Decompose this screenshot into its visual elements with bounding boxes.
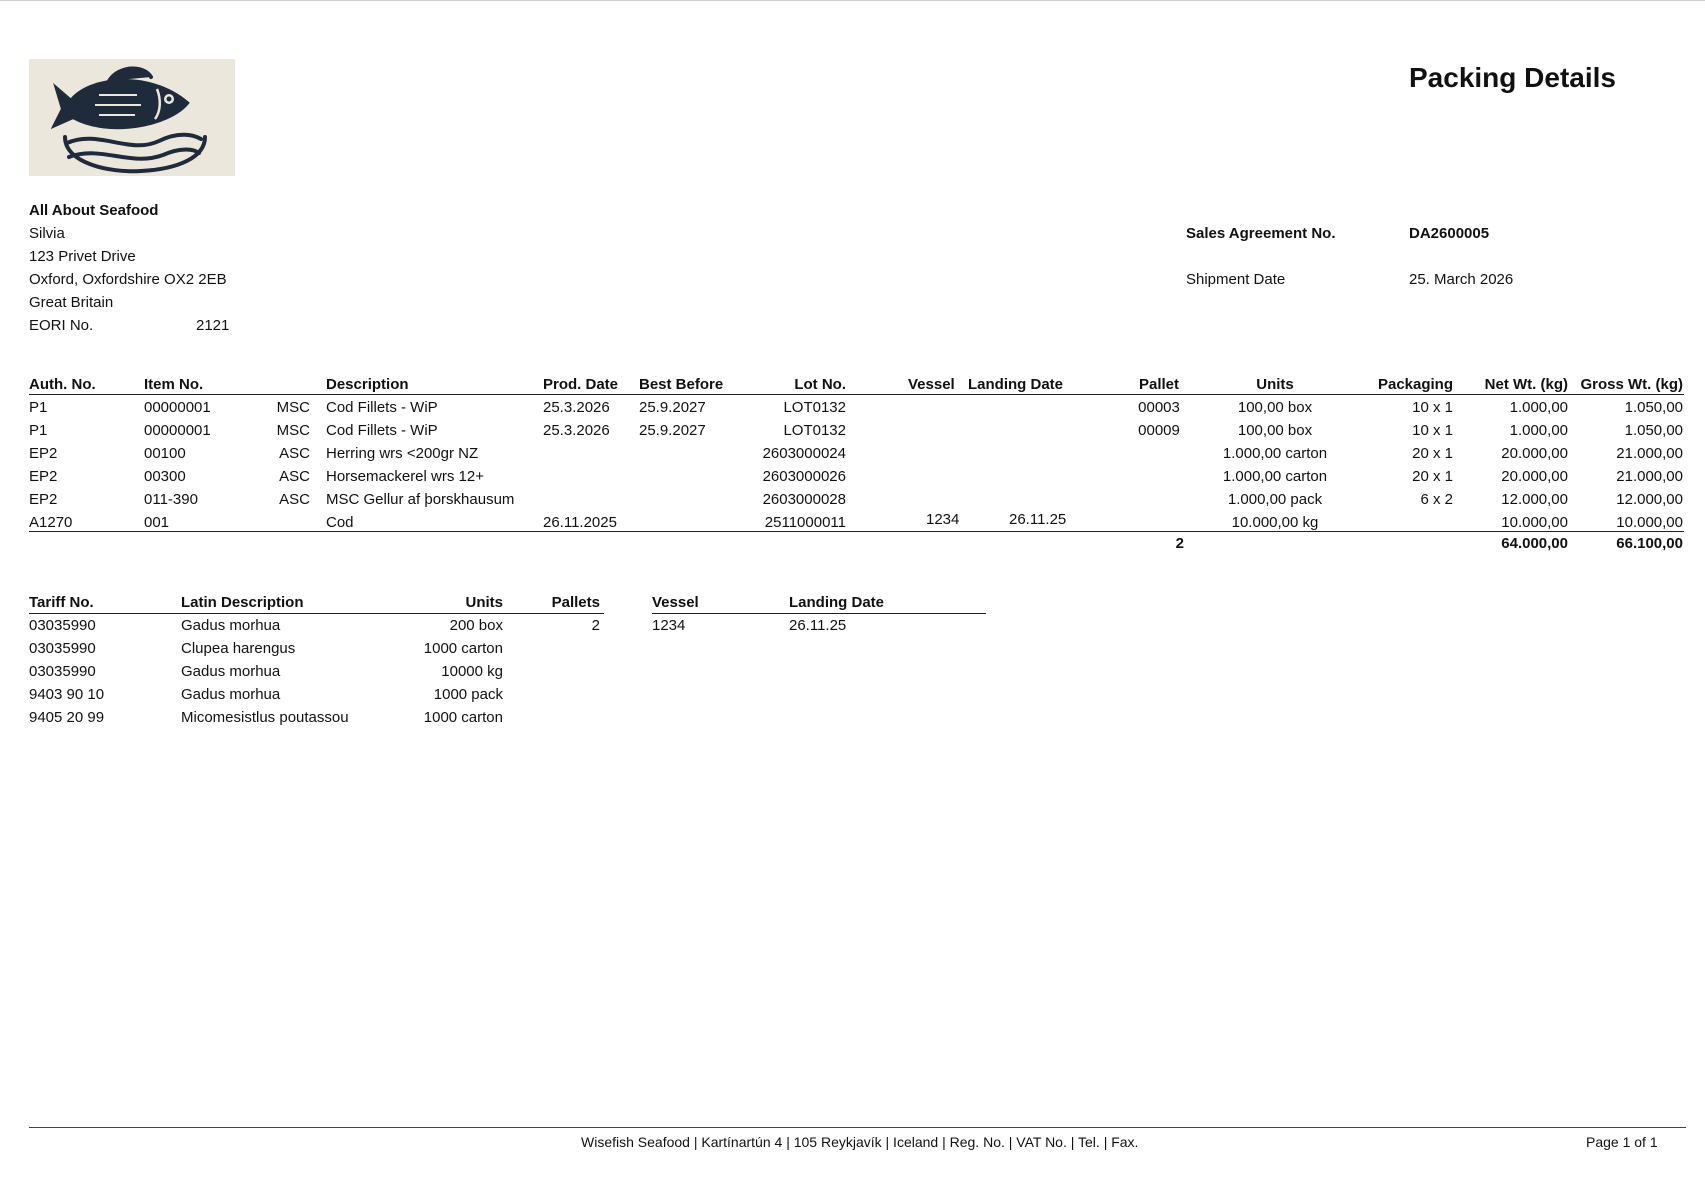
tariff-cell-units: 1000 pack xyxy=(433,686,503,703)
tariff-cell-tariff: 03035990 xyxy=(29,640,96,657)
packing-cell-desc: Cod Fillets - WiP xyxy=(326,422,438,439)
packing-header-units: Units xyxy=(1256,376,1294,393)
tariff-header-divider xyxy=(29,613,604,614)
packing-header-best: Best Before xyxy=(639,376,724,393)
packing-cell-gross: 12.000,00 xyxy=(1616,491,1683,508)
packing-cell-packaging: 20 x 1 xyxy=(1412,468,1453,485)
tariff-cell-tariff: 9405 20 99 xyxy=(29,709,105,726)
packing-cell-lot: LOT0132 xyxy=(783,422,846,439)
tariff-header-divider xyxy=(652,613,986,614)
packing-header-auth: Auth. No. xyxy=(29,376,96,393)
packing-cell-packaging: 6 x 2 xyxy=(1420,491,1453,508)
packing-cell-cert: MSC xyxy=(276,399,310,416)
tariff-cell-units: 1000 carton xyxy=(423,640,503,657)
packing-cell-net: 12.000,00 xyxy=(1501,491,1568,508)
company-contact: Silvia xyxy=(29,225,65,242)
packing-cell-pallet: 00003 xyxy=(1138,399,1180,416)
shipment-label: Shipment Date xyxy=(1186,271,1286,288)
packing-cell-vessel: 1234 xyxy=(926,511,960,528)
packing-cell-desc: Horsemackerel wrs 12+ xyxy=(326,468,484,485)
packing-cell-lot: 2603000026 xyxy=(762,468,846,485)
packing-cell-auth: A1270 xyxy=(29,514,73,531)
company-country: Great Britain xyxy=(29,294,114,311)
packing-cell-packaging: 10 x 1 xyxy=(1412,399,1453,416)
tariff-header-tariff: Tariff No. xyxy=(29,594,94,611)
packing-cell-pallet: 00009 xyxy=(1138,422,1180,439)
packing-cell-item: 00000001 xyxy=(144,422,211,439)
footer-address: Wisefish Seafood | Kartínartún 4 | 105 Reykjavík | Iceland | Reg. No. | VAT No. | Tel. | Fax. xyxy=(581,1134,1139,1150)
tariff-cell-latin: Gadus morhua xyxy=(181,663,281,680)
packing-cell-units: 100,00 box xyxy=(1237,422,1313,439)
packing-header-vessel: Vessel xyxy=(908,376,955,393)
packing-header-gross: Gross Wt. (kg) xyxy=(1580,376,1683,393)
page-title: Packing Details xyxy=(1409,62,1616,93)
eori-label: EORI No. xyxy=(29,317,94,334)
eori-value: 2121 xyxy=(196,317,230,334)
packing-cell-cert: ASC xyxy=(279,445,310,462)
packing-cell-prod: 25.3.2026 xyxy=(543,422,610,439)
packing-header-item: Item No. xyxy=(144,376,204,393)
page-top-border xyxy=(0,0,1705,1)
tariff-cell-tariff: 03035990 xyxy=(29,663,96,680)
packing-cell-lot: 2603000028 xyxy=(762,491,846,508)
packing-cell-desc: MSC Gellur af þorskhausum xyxy=(326,491,515,508)
packing-cell-item: 00300 xyxy=(144,468,186,485)
tariff-header-landing: Landing Date xyxy=(789,594,885,611)
packing-cell-auth: P1 xyxy=(29,399,48,416)
packing-cell-best: 25.9.2027 xyxy=(639,422,706,439)
company-logo xyxy=(29,59,235,176)
packing-cell-lot: LOT0132 xyxy=(783,399,846,416)
tariff-cell-pallets: 2 xyxy=(591,617,600,634)
packing-cell-desc: Herring wrs <200gr NZ xyxy=(326,445,479,462)
tariff-cell-latin: Micomesistlus poutassou xyxy=(181,709,349,726)
packing-cell-item: 00000001 xyxy=(144,399,211,416)
packing-cell-units: 100,00 box xyxy=(1237,399,1313,416)
packing-cell-packaging: 10 x 1 xyxy=(1412,422,1453,439)
packing-cell-packaging: 20 x 1 xyxy=(1412,445,1453,462)
shipment-value: 25. March 2026 xyxy=(1409,271,1514,288)
packing-total-gross: 66.100,00 xyxy=(1616,535,1683,552)
packing-cell-prod: 25.3.2026 xyxy=(543,399,610,416)
footer-divider xyxy=(29,1127,1686,1128)
tariff-header-latin: Latin Description xyxy=(181,594,304,611)
packing-cell-cert: ASC xyxy=(279,468,310,485)
packing-cell-gross: 21.000,00 xyxy=(1616,468,1683,485)
packing-cell-net: 10.000,00 xyxy=(1501,514,1568,531)
packing-header-net: Net Wt. (kg) xyxy=(1484,376,1568,393)
packing-cell-units: 1.000,00 carton xyxy=(1222,445,1328,462)
tariff-cell-units: 200 box xyxy=(449,617,503,634)
tariff-cell-units: 10000 kg xyxy=(441,663,503,680)
packing-header-pallet: Pallet xyxy=(1138,376,1180,393)
packing-cell-desc: Cod xyxy=(326,514,354,531)
packing-cell-units: 10.000,00 kg xyxy=(1231,514,1319,531)
packing-cell-units: 1.000,00 pack xyxy=(1227,491,1323,508)
packing-cell-best: 25.9.2027 xyxy=(639,399,706,416)
packing-cell-lot: 2603000024 xyxy=(762,445,846,462)
agreement-value: DA2600005 xyxy=(1409,225,1490,242)
packing-cell-units: 1.000,00 carton xyxy=(1222,468,1328,485)
packing-cell-auth: P1 xyxy=(29,422,48,439)
agreement-label: Sales Agreement No. xyxy=(1186,225,1336,242)
company-street: 123 Privet Drive xyxy=(29,248,136,265)
packing-header-packaging: Packaging xyxy=(1377,376,1453,393)
tariff-cell-latin: Gadus morhua xyxy=(181,617,281,634)
packing-cell-auth: EP2 xyxy=(29,491,58,508)
tariff-cell-units: 1000 carton xyxy=(423,709,503,726)
packing-total-divider xyxy=(29,531,1684,532)
tariff-cell-tariff: 03035990 xyxy=(29,617,96,634)
tariff-cell-latin: Gadus morhua xyxy=(181,686,281,703)
company-city: Oxford, Oxfordshire OX2 2EB xyxy=(29,271,227,288)
packing-header-landing: Landing Date xyxy=(968,376,1064,393)
packing-cell-net: 1.000,00 xyxy=(1509,399,1568,416)
packing-cell-lot: 2511000011 xyxy=(764,514,846,531)
packing-total-pallets: 2 xyxy=(1175,535,1184,552)
tariff-header-pallets: Pallets xyxy=(551,594,600,611)
packing-header-divider xyxy=(29,394,1684,395)
packing-cell-net: 20.000,00 xyxy=(1501,445,1568,462)
packing-total-net: 64.000,00 xyxy=(1501,535,1568,552)
packing-cell-prod: 26.11.2025 xyxy=(543,514,617,531)
tariff-cell-tariff: 9403 90 10 xyxy=(29,686,105,703)
tariff-cell-latin: Clupea harengus xyxy=(181,640,296,657)
packing-cell-gross: 10.000,00 xyxy=(1616,514,1683,531)
packing-cell-item: 00100 xyxy=(144,445,186,462)
packing-cell-gross: 1.050,00 xyxy=(1624,399,1683,416)
footer-page-number: Page 1 of 1 xyxy=(1586,1134,1658,1150)
fish-logo-icon xyxy=(29,59,235,176)
packing-cell-gross: 1.050,00 xyxy=(1624,422,1683,439)
packing-header-prod: Prod. Date xyxy=(543,376,619,393)
packing-cell-cert: MSC xyxy=(276,422,310,439)
tariff-header-vessel: Vessel xyxy=(652,594,699,611)
tariff-header-units: Units xyxy=(465,594,503,611)
packing-cell-auth: EP2 xyxy=(29,468,58,485)
packing-cell-net: 20.000,00 xyxy=(1501,468,1568,485)
tariff-cell-landing: 26.11.25 xyxy=(789,617,847,634)
packing-cell-landing: 26.11.25 xyxy=(1009,511,1067,528)
company-name: All About Seafood xyxy=(29,202,159,219)
packing-cell-gross: 21.000,00 xyxy=(1616,445,1683,462)
packing-cell-desc: Cod Fillets - WiP xyxy=(326,399,438,416)
packing-header-lot: Lot No. xyxy=(794,376,846,393)
packing-cell-cert: ASC xyxy=(279,491,310,508)
packing-header-desc: Description xyxy=(326,376,409,393)
packing-cell-auth: EP2 xyxy=(29,445,58,462)
packing-cell-net: 1.000,00 xyxy=(1509,422,1568,439)
tariff-cell-vessel: 1234 xyxy=(652,617,686,634)
packing-cell-item: 011-390 xyxy=(144,491,198,508)
packing-cell-item: 001 xyxy=(144,514,170,531)
